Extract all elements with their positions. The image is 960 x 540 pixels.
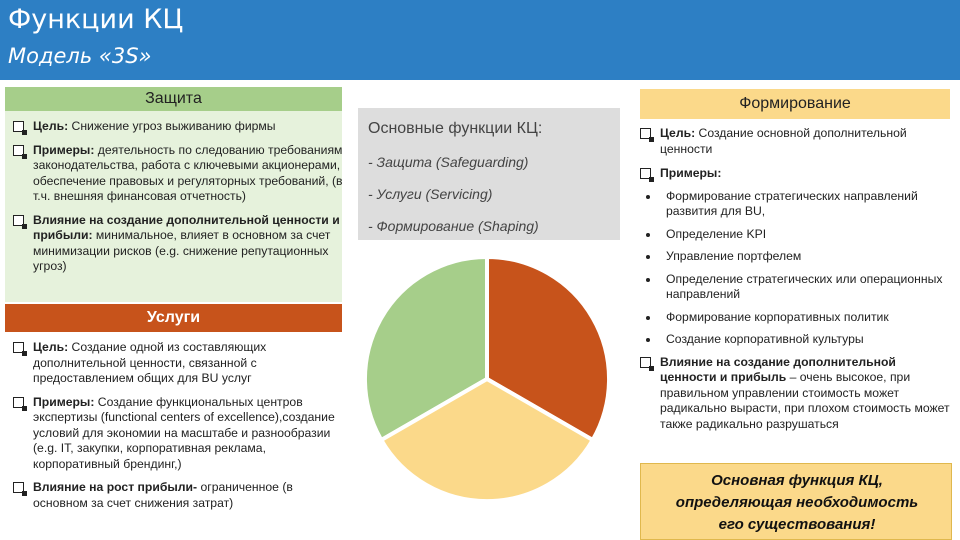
three-s-pie-diagram [354, 246, 620, 512]
center-item-safeguarding: - Защита (Safeguarding) [368, 154, 529, 170]
services-impact [13, 480, 343, 511]
page-title: Функции КЦ [8, 4, 184, 35]
shaping-examples-label: Примеры: [660, 166, 722, 180]
shaping-example-item [640, 227, 952, 243]
center-title: Основные функции КЦ: [368, 120, 543, 137]
dot-bullet-icon [646, 233, 650, 237]
shaping-example-item [640, 332, 952, 348]
shaping-example-item [640, 249, 952, 265]
protect-examples-label: Примеры: [33, 142, 95, 157]
shaping-impact-text: – очень высокое, при правильном управлении стоимость может радикально вырасти, при плохом стоимость может также радикально разрушаться [660, 370, 950, 431]
shaping-goal-label: Цель: [660, 126, 696, 140]
protect-examples [13, 143, 343, 205]
dot-bullet-icon [646, 195, 650, 199]
shaping-example-text: Определение KPI [666, 226, 767, 241]
shaping-example-text: Формирование стратегических направлений развития для BU, [666, 188, 918, 218]
dot-bullet-icon [646, 338, 650, 342]
protect-goal [13, 119, 343, 135]
center-item-servicing: - Услуги (Servicing) [368, 186, 493, 202]
checkbox-bullet-icon [13, 482, 24, 493]
center-item-shaping: - Формирование (Shaping) [368, 218, 539, 234]
services-examples [13, 395, 343, 473]
shaping-impact [640, 355, 952, 433]
shaping-goal-text: Создание основной дополнительной ценности [660, 126, 907, 156]
protect-impact-text: минимальное, влияет в основном за счет минимизации рисков (e.g. снижение репутационных угроз) [33, 228, 331, 273]
dot-bullet-icon [646, 255, 650, 259]
protect-impact-label: Влияние на создание дополнительной ценности и прибыли: [33, 212, 340, 242]
shaping-example-text: Определение стратегических или операционных направлений [666, 271, 943, 301]
shaping-example-item [640, 310, 952, 326]
shaping-examples [640, 166, 952, 182]
services-goal [13, 340, 343, 387]
services-examples-label: Примеры: [33, 394, 95, 409]
checkbox-bullet-icon [13, 121, 24, 132]
shaping-example-text: Управление портфелем [666, 249, 802, 263]
dot-bullet-icon [646, 316, 650, 320]
shaping-example-text: Создание корпоративной культуры [666, 332, 864, 346]
summary-line: Основная функция КЦ, [711, 472, 883, 489]
services-heading: Услуги [5, 304, 342, 332]
protect-impact [13, 213, 343, 275]
protect-list [13, 119, 343, 283]
shaping-example-item [640, 272, 952, 303]
checkbox-bullet-icon [13, 397, 24, 408]
shaping-goal [640, 126, 952, 157]
checkbox-bullet-icon [640, 357, 651, 368]
services-panel [5, 304, 342, 540]
checkbox-bullet-icon [640, 168, 651, 179]
protect-goal-label: Цель: [33, 119, 69, 133]
services-impact-label: Влияние на рост прибыли- [33, 480, 198, 494]
title-bar [0, 0, 960, 80]
services-impact-text: ограниченное (в основном за счет снижения затрат) [33, 480, 293, 510]
services-goal-label: Цель: [33, 340, 69, 354]
dot-bullet-icon [646, 278, 650, 282]
page-subtitle: Модель «3S» [8, 44, 152, 68]
protect-goal-text: Снижение угроз выживанию фирмы [68, 119, 276, 133]
shaping-example-item [640, 189, 952, 220]
services-examples-text: Создание функциональных центров экспертизы (functional centers of excellence),создание условий для экономии на масштабе и разнообразии (e.g. IT, закупки, корпоративная реклама, корпоративный брендинг,) [33, 394, 335, 471]
services-goal-text: Создание одной из составляющих дополнительной ценности, связанной с предоставлением общих для BU услуг [33, 340, 267, 385]
shaping-impact-label: Влияние на создание дополнительной ценности и прибыль [660, 354, 896, 384]
shaping-heading: Формирование [640, 89, 950, 119]
services-list [13, 340, 343, 519]
protect-examples-text: деятельность по следованию требованиям законодательства, работа с ключевыми акционерами, обеспечение правовых и регуляторных требований, (в т.ч. внешняя финансовая отчетность) [33, 142, 343, 203]
checkbox-bullet-icon [640, 128, 651, 139]
protect-panel [5, 87, 342, 302]
checkbox-bullet-icon [13, 342, 24, 353]
summary-box [640, 463, 952, 540]
shaping-example-text: Формирование корпоративных политик [666, 309, 889, 324]
shaping-list [640, 126, 952, 440]
checkbox-bullet-icon [13, 145, 24, 156]
summary-line: его существования! [718, 516, 876, 533]
summary-line: определяющая необходимость [675, 494, 919, 511]
checkbox-bullet-icon [13, 215, 24, 226]
protect-heading: Защита [5, 87, 342, 111]
